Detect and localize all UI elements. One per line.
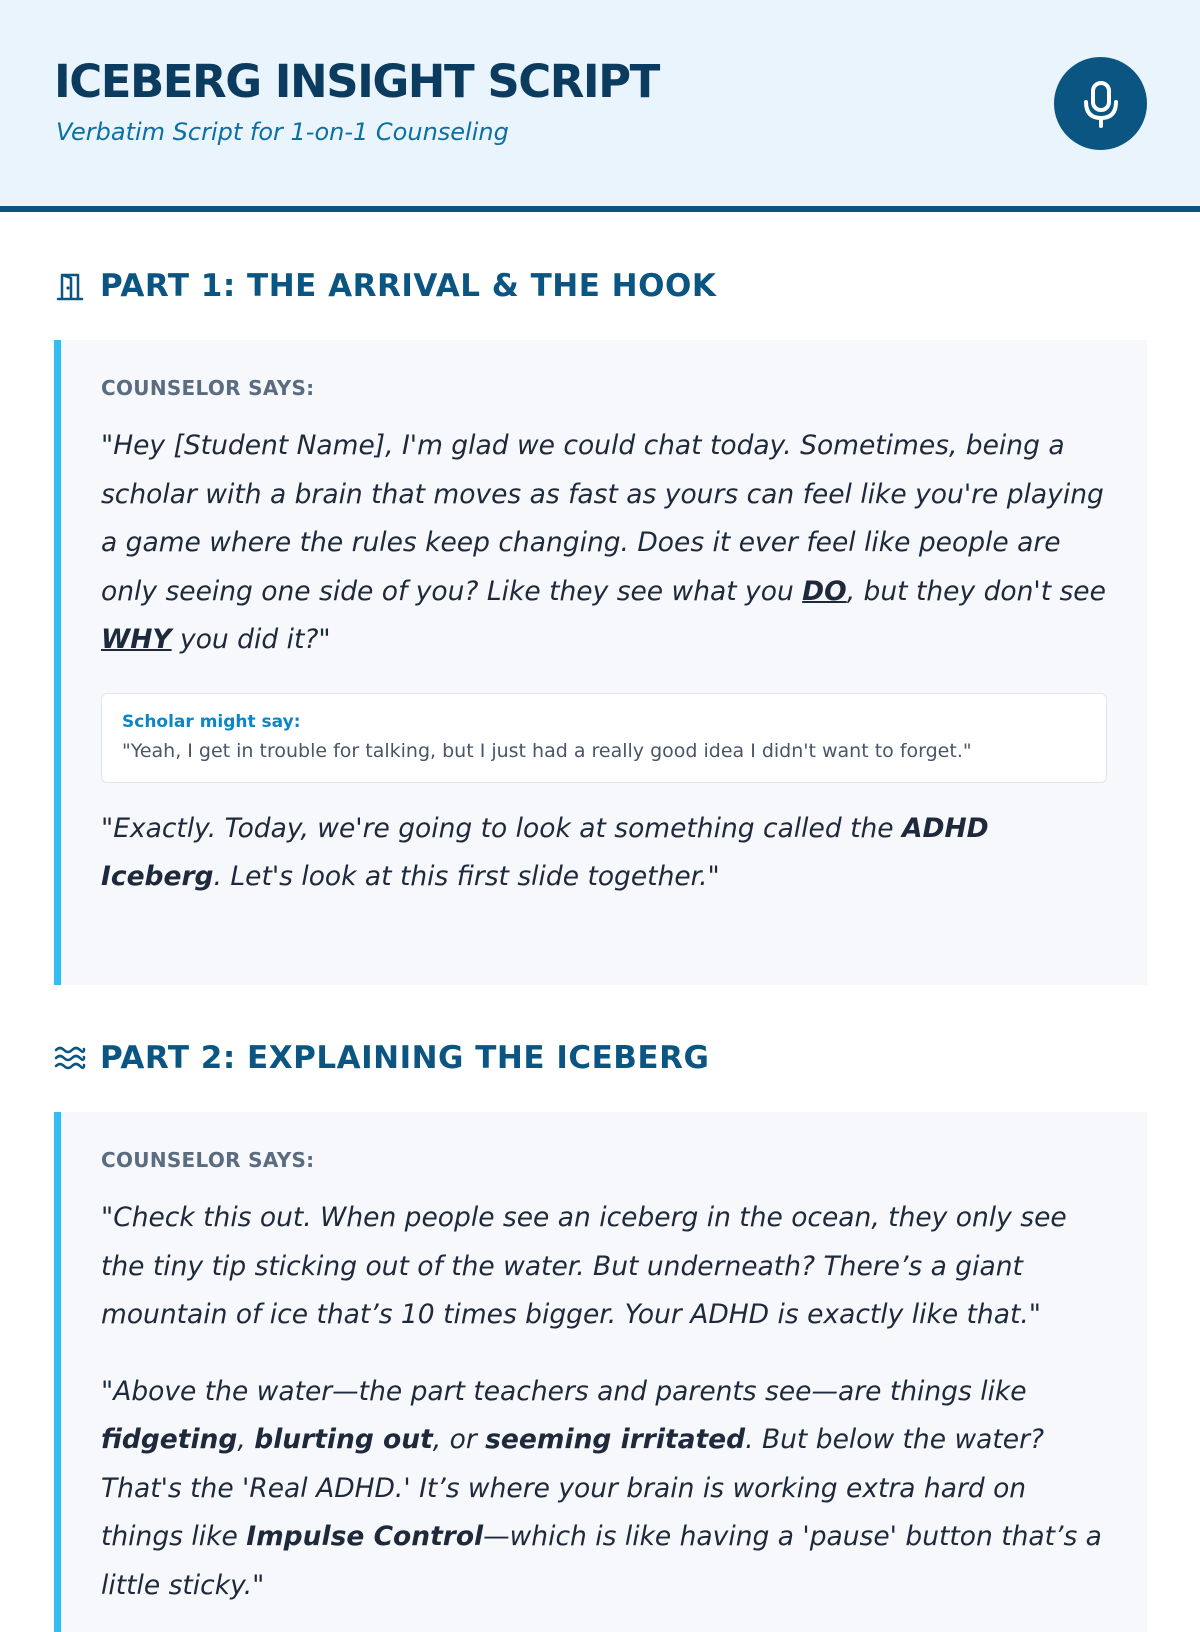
emphasis-why: WHY: [101, 624, 172, 655]
counselor-card-part-1: [54, 340, 1147, 985]
scholar-reply-label: Scholar might say:: [122, 711, 301, 732]
water-waves-icon: [54, 1042, 86, 1074]
counselor-quote: "Exactly. Today, we're going to look at something called the ADHD Iceberg. Let's look at this first slide together.": [101, 812, 989, 892]
page-title: ICEBERG INSIGHT SCRIPT: [54, 55, 659, 108]
scholar-reply-box: [101, 693, 1107, 783]
section-heading-part-1: [54, 268, 716, 304]
counselor-card-part-2: [54, 1112, 1147, 1632]
page-header: [0, 0, 1200, 212]
counselor-quote: "Above the water—the part teachers and parents see—are things like fidgeting, blurting out, or seeming irritated. But below the water? That's the 'Real ADHD.' It’s where your brain is working extra hard on things like Impulse Control—which is like having a 'pause' button that’s a little sticky.": [101, 1375, 1102, 1601]
counselor-says-label: COUNSELOR SAYS:: [101, 376, 315, 400]
section-heading-part-2: [54, 1040, 709, 1076]
section-title: PART 1: THE ARRIVAL & THE HOOK: [100, 268, 717, 304]
section-title: PART 2: EXPLAINING THE ICEBERG: [100, 1040, 710, 1076]
counselor-quote: "Check this out. When people see an iceberg in the ocean, they only see the tiny tip sticking out of the water. But underneath? There’s a giant mountain of ice that’s 10 times bigger. Your ADHD is exactly like that.": [101, 1202, 1067, 1330]
counselor-quote: "Hey [Student Name], I'm glad we could chat today. Sometimes, being a scholar with a brain that moves as fast as yours can feel like you're playing a game where the rules keep changing. Does it ever feel like people are only seeing one side of you? Like they see what you DO, but they don't see WHY you did it?": [101, 430, 1106, 655]
emphasis-do: DO: [802, 575, 847, 607]
counselor-says-label: COUNSELOR SAYS:: [101, 1148, 315, 1172]
microphone-button[interactable]: [1054, 57, 1147, 150]
microphone-icon: [1079, 80, 1123, 128]
door-open-icon: [54, 270, 86, 302]
scholar-reply-text: "Yeah, I get in trouble for talking, but I just had a really good idea I didn't want to forget.": [122, 739, 972, 762]
page-subtitle: Verbatim Script for 1-on-1 Counseling: [56, 118, 509, 146]
